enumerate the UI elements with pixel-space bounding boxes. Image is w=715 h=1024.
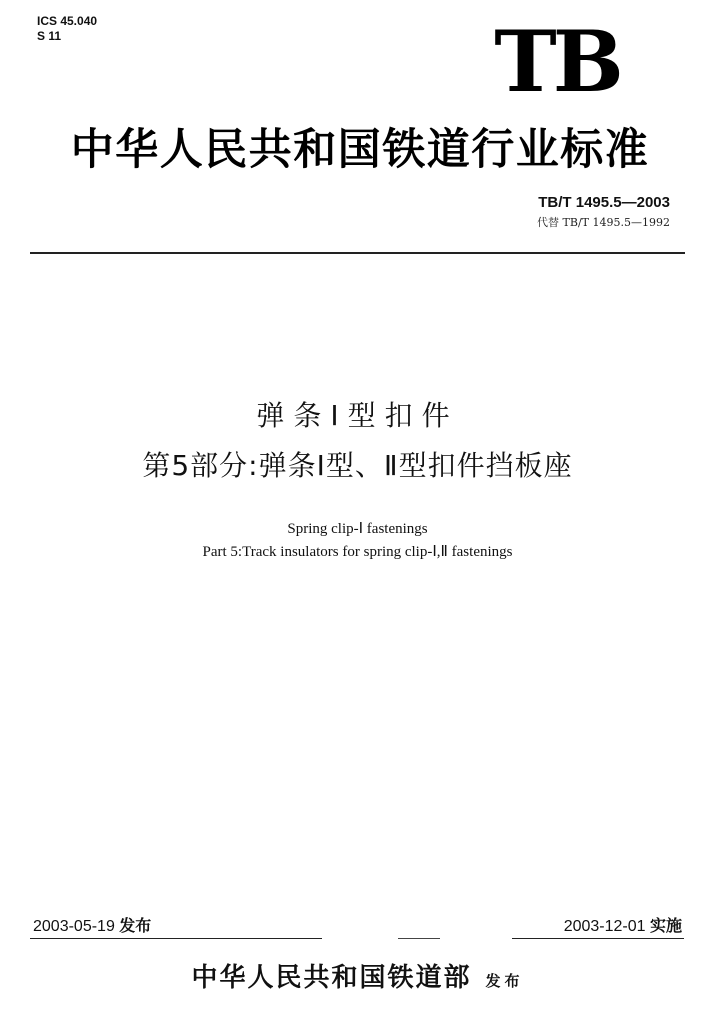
issuer-name: 中华人民共和国铁道部 bbox=[191, 963, 472, 993]
issue-label: 发布 bbox=[119, 918, 152, 935]
footer-divider-left bbox=[30, 938, 322, 939]
issue-date: 2003-05-19 bbox=[33, 918, 115, 935]
implement-date: 2003-12-01 bbox=[563, 918, 646, 935]
english-title-line2: Part 5:Track insulators for spring clip-Ⅰ,Ⅱ fastenings bbox=[202, 544, 513, 560]
main-title-zh-line1: 弹条Ⅰ型扣件 bbox=[256, 399, 459, 432]
ccs-code: S 11 bbox=[37, 29, 62, 43]
implement-date-block bbox=[564, 917, 682, 937]
standard-number: TB/T 1495.5—2003 bbox=[538, 194, 670, 211]
tb-logo: TB bbox=[494, 12, 620, 111]
issuer-action: 发布 bbox=[485, 972, 524, 990]
issuer-block bbox=[0, 960, 715, 999]
footer-divider-right bbox=[512, 938, 684, 939]
issue-date-block bbox=[33, 917, 151, 937]
main-title-zh-line2: 第5部分:弹条Ⅰ型、Ⅱ型扣件挡板座 bbox=[142, 449, 573, 482]
implement-label: 实施 bbox=[649, 918, 682, 935]
footer-divider-middle bbox=[398, 938, 440, 939]
ics-code: ICS 45.040 bbox=[37, 14, 98, 28]
replaces-standard: 代替 TB/T 1495.5—1992 bbox=[537, 216, 670, 229]
english-title-line1: Spring clip-Ⅰ fastenings bbox=[287, 521, 428, 537]
standard-category-title: 中华人民共和国铁道行业标准 bbox=[70, 125, 650, 175]
header-divider bbox=[30, 252, 685, 254]
